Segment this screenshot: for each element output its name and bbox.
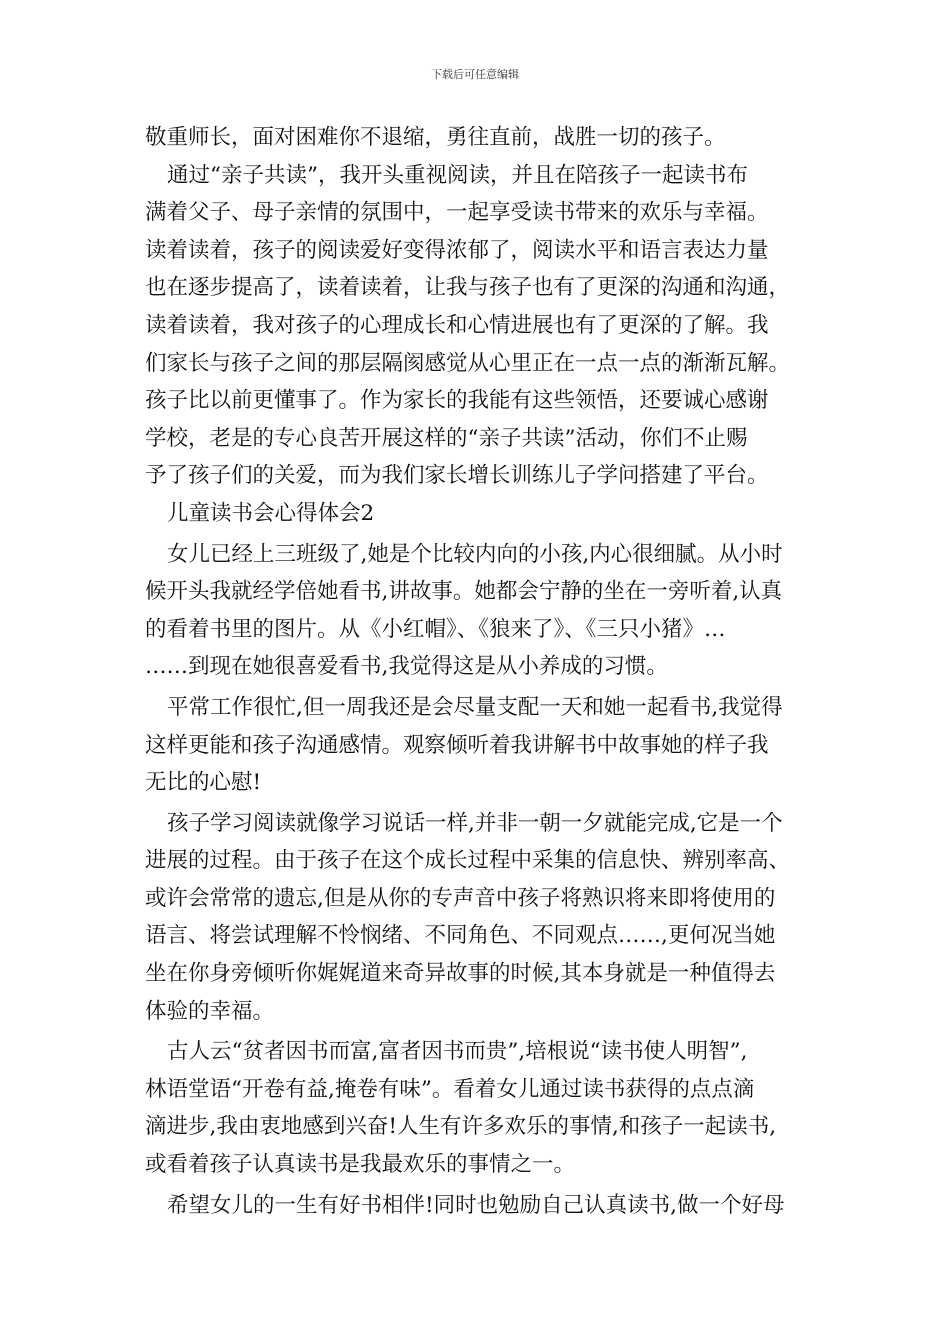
text-line: 进展的过程。由于孩子在这个成长过程中采集的信息快、辨别率高、 — [145, 848, 791, 874]
text-line: 读着读着，我对孩子的心理成长和心情进展也有了更深的了解。我 — [145, 312, 769, 338]
text-line: 满着父子、母子亲情的氛围中，一起享受读书带来的欢乐与幸福。 — [145, 200, 769, 226]
text-line: 们家长与孩子之间的那层隔阂感觉从心里正在一点一点的渐渐瓦解。 — [145, 350, 791, 376]
text-line: 林语堂语“开卷有益,掩卷有味”。看着女儿通过读书获得的点点滴 — [145, 1076, 755, 1102]
text-line: 体验的幸福。 — [145, 998, 275, 1024]
document-body — [145, 119, 825, 1224]
text-line: 语言、将尝试理解不怜悯绪、不同角色、不同观点……,更何况当她 — [145, 923, 776, 949]
text-line: 坐在你身旁倾听你娓娓道来奇异故事的时候,其本身就是一种值得去 — [145, 961, 776, 987]
text-line: 或许会常常的遗忘,但是从你的专声音中孩子将熟识将来即将使用的 — [145, 885, 776, 911]
text-line: 儿童读书会心得体会2 — [167, 500, 375, 526]
text-line: 希望女儿的一生有好书相伴!同时也勉励自己认真读书,做一个好母 — [167, 1192, 785, 1218]
text-line: 的看着书里的图片。从《小红帽》、《狼来了》、《三只小猪》… — [145, 616, 726, 642]
text-line: 予了孩子们的关爱，而为我们家长增长训练儿子学问搭建了平台。 — [145, 463, 769, 489]
text-line: 读着读着，孩子的阅读爱好变得浓郁了，阅读水平和语言表达力量 — [145, 237, 769, 263]
page-header: 下载后可任意编辑 — [431, 68, 519, 81]
text-line: 无比的心慰! — [145, 770, 262, 796]
text-line: 敬重师长，面对困难你不退缩，勇往直前，战胜一切的孩子。 — [145, 125, 726, 150]
text-line: 孩子比以前更懂事了。作为家长的我能有这些领悟，还要诚心感谢 — [145, 388, 769, 414]
text-line: 候开头我就经学倍她看书,讲故事。她都会宁静的坐在一旁听着,认真 — [145, 579, 783, 605]
text-line: 通过“亲子共读”，我开头重视阅读，并且在陪孩子一起读书布 — [167, 162, 748, 188]
text-line: 古人云“贫者因书而富,富者因书而贵”,培根说“读书使人明智”, — [167, 1039, 748, 1065]
text-line: 平常工作很忙,但一周我还是会尽量支配一天和她一起看书,我觉得 — [167, 694, 783, 720]
text-line: 这样更能和孩子沟通感情。观察倾听着我讲解书中故事她的样子我 — [145, 732, 769, 758]
text-line: 滴进步,我由衷地感到兴奋!人生有许多欢乐的事情,和孩子一起读书, — [145, 1114, 777, 1140]
text-line: ……到现在她很喜爱看书,我觉得这是从小养成的习惯。 — [145, 654, 668, 680]
text-line: 学校，老是的专心良苦开展这样的“亲子共读”活动，你们不止赐 — [145, 425, 748, 451]
text-line: 或看着孩子认真读书是我最欢乐的事情之一。 — [145, 1152, 576, 1178]
text-line: 女儿已经上三班级了,她是个比较内向的小孩,内心很细腻。从小时 — [167, 541, 783, 567]
text-line: 孩子学习阅读就像学习说话一样,并非一朝一夕就能完成,它是一个 — [167, 810, 783, 836]
text-line: 也在逐步提高了，读着读着，让我与孩子也有了更深的沟通和沟通， — [145, 275, 791, 301]
